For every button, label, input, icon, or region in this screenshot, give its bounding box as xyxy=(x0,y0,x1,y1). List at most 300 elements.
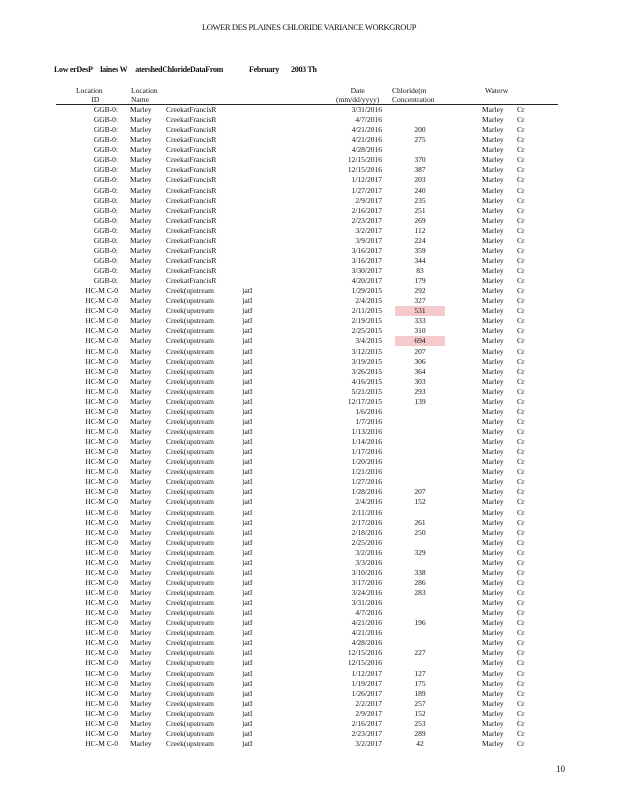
location-name-cell: CreekatFrancisR xyxy=(166,165,217,175)
location-name-cell: Marley xyxy=(130,296,152,306)
location-name-cell: CreekatFrancisR xyxy=(166,175,217,185)
location-id-cell: GGB-0: xyxy=(93,175,118,185)
table-row xyxy=(0,256,618,266)
location-name-cell: Creek(upstream xyxy=(166,668,214,678)
location-name-cell: )atI xyxy=(242,497,253,507)
location-id-cell: HC-M C-0 xyxy=(85,366,118,376)
waterway-cell: Marley xyxy=(482,316,504,326)
location-name-cell: Marley xyxy=(130,577,152,587)
table-row xyxy=(0,165,618,175)
location-name-cell: CreekatFrancisR xyxy=(166,115,217,125)
location-name-cell: Marley xyxy=(130,517,152,527)
location-name-cell: )atI xyxy=(242,688,253,698)
location-name-cell: Marley xyxy=(130,608,152,618)
location-name-cell: Creek(upstream xyxy=(166,708,214,718)
location-name-cell: CreekatFrancisR xyxy=(166,155,217,165)
header-text: Date xyxy=(350,86,365,95)
waterway-cell: Marley xyxy=(482,718,504,728)
waterway-cell: Cr xyxy=(517,215,525,225)
location-name-cell: Creek(upstream xyxy=(166,366,214,376)
waterway-cell: Cr xyxy=(517,346,525,356)
location-name-cell: Marley xyxy=(130,125,152,135)
header-text: Location xyxy=(76,86,103,95)
table-row xyxy=(0,598,618,608)
location-name-cell: Marley xyxy=(130,628,152,638)
table-row xyxy=(0,417,618,427)
waterway-cell: Cr xyxy=(517,447,525,457)
subtitle-part: laines W xyxy=(100,65,128,74)
waterway-cell: Cr xyxy=(517,567,525,577)
location-name-cell: )atI xyxy=(242,386,253,396)
table-row xyxy=(0,407,618,417)
location-name-cell: Creek(upstream xyxy=(166,577,214,587)
waterway-cell: Cr xyxy=(517,718,525,728)
waterway-cell: Marley xyxy=(482,185,504,195)
date-cell: 1/29/2015 xyxy=(351,286,382,296)
location-name-cell: Marley xyxy=(130,326,152,336)
waterway-cell: Marley xyxy=(482,457,504,467)
header-text: (mm/dd/yyyy) xyxy=(336,95,380,104)
subtitle-part: Low erDesP xyxy=(54,65,93,74)
waterway-cell: Cr xyxy=(517,497,525,507)
date-cell: 2/17/2016 xyxy=(351,517,382,527)
location-name-cell: Marley xyxy=(130,728,152,738)
location-name-cell: CreekatFrancisR xyxy=(166,135,217,145)
location-name-cell: Creek(upstream xyxy=(166,718,214,728)
location-id-cell: HC-M C-0 xyxy=(85,437,118,447)
location-name-cell: Marley xyxy=(130,155,152,165)
date-cell: 4/21/2016 xyxy=(351,618,382,628)
location-id-cell: HC-M C-0 xyxy=(85,356,118,366)
date-cell: 1/14/2016 xyxy=(351,437,382,447)
location-id-cell: HC-M C-0 xyxy=(85,336,118,346)
location-id-cell: GGB-0: xyxy=(93,185,118,195)
date-cell: 2/11/2015 xyxy=(351,306,382,316)
waterway-cell: Marley xyxy=(482,145,504,155)
location-id-cell: HC-M C-0 xyxy=(85,638,118,648)
table-row xyxy=(0,367,618,377)
location-name-cell: Marley xyxy=(130,648,152,658)
waterway-cell: Cr xyxy=(517,326,525,336)
waterway-cell: Cr xyxy=(517,105,525,114)
location-name-cell: Marley xyxy=(130,366,152,376)
date-cell: 1/13/2016 xyxy=(351,427,382,436)
table-row xyxy=(0,608,618,618)
chloride-cell: 200 xyxy=(414,125,426,135)
waterway-cell: Marley xyxy=(482,406,504,416)
location-name-cell: CreekatFrancisR xyxy=(166,266,217,275)
chloride-cell: 240 xyxy=(414,185,426,195)
waterway-cell: Marley xyxy=(482,678,504,688)
location-name-cell: CreekatFrancisR xyxy=(166,145,217,155)
waterway-cell: Cr xyxy=(517,648,525,658)
waterway-cell: Marley xyxy=(482,255,504,265)
location-name-cell: Marley xyxy=(130,356,152,366)
waterway-cell: Cr xyxy=(517,537,525,547)
date-cell: 1/12/2017 xyxy=(351,175,382,185)
location-name-cell: )atI xyxy=(242,457,253,467)
date-cell: 12/17/2015 xyxy=(347,396,382,406)
location-name-cell: Creek(upstream xyxy=(166,437,214,447)
table-row xyxy=(0,347,618,357)
waterway-cell: Cr xyxy=(517,708,525,718)
waterway-cell: Cr xyxy=(517,266,525,275)
table-row xyxy=(0,155,618,165)
location-name-cell: )atI xyxy=(242,588,253,597)
location-name-cell: Creek(upstream xyxy=(166,467,214,477)
date-cell: 3/3/2016 xyxy=(355,557,382,567)
table-row xyxy=(0,739,618,749)
location-name-cell: Creek(upstream xyxy=(166,698,214,708)
chloride-cell: 42 xyxy=(416,738,424,748)
waterway-cell: Marley xyxy=(482,386,504,396)
waterway-cell: Cr xyxy=(517,527,525,537)
location-id-cell: GGB-0: xyxy=(93,105,118,114)
waterway-cell: Cr xyxy=(517,195,525,205)
chloride-cell: 127 xyxy=(414,668,426,678)
waterway-cell: Marley xyxy=(482,195,504,205)
table-row xyxy=(0,618,618,628)
waterway-cell: Marley xyxy=(482,577,504,587)
location-id-cell: GGB-0: xyxy=(93,195,118,205)
location-id-cell: HC-M C-0 xyxy=(85,708,118,718)
location-name-cell: Creek(upstream xyxy=(166,296,214,306)
location-name-cell: )atI xyxy=(242,346,253,356)
location-name-cell: Marley xyxy=(130,105,152,114)
table-row xyxy=(0,125,618,135)
date-cell: 1/17/2016 xyxy=(351,447,382,457)
date-cell: 2/25/2016 xyxy=(351,537,382,547)
location-id-cell: HC-M C-0 xyxy=(85,698,118,708)
waterway-cell: Cr xyxy=(517,165,525,175)
chloride-cell: 329 xyxy=(414,547,426,557)
waterway-cell: Cr xyxy=(517,245,525,255)
location-name-cell: )atI xyxy=(242,396,253,406)
waterway-cell: Marley xyxy=(482,547,504,557)
date-cell: 3/24/2016 xyxy=(351,588,382,597)
waterway-cell: Cr xyxy=(517,125,525,135)
location-name-cell: Marley xyxy=(130,245,152,255)
location-name-cell: )atI xyxy=(242,557,253,567)
location-name-cell: Creek(upstream xyxy=(166,386,214,396)
location-name-cell: CreekatFrancisR xyxy=(166,245,217,255)
waterway-cell: Cr xyxy=(517,698,525,708)
location-name-cell: Creek(upstream xyxy=(166,406,214,416)
location-id-cell: HC-M C-0 xyxy=(85,618,118,628)
location-id-cell: GGB-0: xyxy=(93,245,118,255)
chloride-cell: 261 xyxy=(414,517,426,527)
location-name-cell: Creek(upstream xyxy=(166,567,214,577)
table-row xyxy=(0,276,618,286)
location-name-cell: )atI xyxy=(242,678,253,688)
chloride-cell: 292 xyxy=(414,286,426,296)
location-id-cell: HC-M C-0 xyxy=(85,457,118,467)
location-name-cell: Marley xyxy=(130,447,152,457)
location-id-cell: HC-M C-0 xyxy=(85,577,118,587)
waterway-cell: Marley xyxy=(482,356,504,366)
location-name-cell: Marley xyxy=(130,598,152,608)
header-text: Waterw xyxy=(485,86,509,95)
date-cell: 2/4/2015 xyxy=(355,296,382,306)
location-name-cell: Creek(upstream xyxy=(166,557,214,567)
location-name-cell: Marley xyxy=(130,688,152,698)
table-row xyxy=(0,246,618,256)
location-name-cell: Creek(upstream xyxy=(166,678,214,688)
location-id-cell: HC-M C-0 xyxy=(85,386,118,396)
header-date xyxy=(336,86,379,104)
location-name-cell: Marley xyxy=(130,507,152,517)
location-id-cell: HC-M C-0 xyxy=(85,517,118,527)
chloride-cell: 257 xyxy=(414,698,426,708)
location-name-cell: Marley xyxy=(130,668,152,678)
date-cell: 3/10/2016 xyxy=(351,567,382,577)
location-name-cell: )atI xyxy=(242,437,253,447)
location-name-cell: Marley xyxy=(130,658,152,668)
waterway-cell: Marley xyxy=(482,668,504,678)
location-name-cell: )atI xyxy=(242,507,253,517)
location-name-cell: )atI xyxy=(242,316,253,326)
date-cell: 2/16/2017 xyxy=(351,718,382,728)
table-row xyxy=(0,568,618,578)
location-name-cell: Creek(upstream xyxy=(166,688,214,698)
waterway-cell: Marley xyxy=(482,628,504,638)
location-id-cell: GGB-0: xyxy=(93,255,118,265)
header-location-name xyxy=(131,86,158,104)
waterway-cell: Marley xyxy=(482,588,504,597)
date-cell: 1/19/2017 xyxy=(351,678,382,688)
waterway-cell: Cr xyxy=(517,517,525,527)
location-name-cell: CreekatFrancisR xyxy=(166,205,217,215)
location-name-cell: Marley xyxy=(130,567,152,577)
location-name-cell: Marley xyxy=(130,255,152,265)
subtitle-part: 2003 Th xyxy=(291,65,317,74)
waterway-cell: Cr xyxy=(517,155,525,165)
date-cell: 1/6/2016 xyxy=(355,406,382,416)
waterway-cell: Marley xyxy=(482,598,504,608)
table-row xyxy=(0,206,618,216)
location-name-cell: Marley xyxy=(130,316,152,326)
date-cell: 4/28/2016 xyxy=(351,145,382,155)
header-text: Concentration xyxy=(392,95,435,104)
date-cell: 4/21/2016 xyxy=(351,125,382,135)
location-id-cell: HC-M C-0 xyxy=(85,406,118,416)
table-row xyxy=(0,528,618,538)
date-cell: 1/27/2017 xyxy=(351,185,382,195)
location-id-cell: GGB-0: xyxy=(93,205,118,215)
location-id-cell: HC-M C-0 xyxy=(85,326,118,336)
location-name-cell: )atI xyxy=(242,366,253,376)
location-name-cell: )atI xyxy=(242,547,253,557)
waterway-cell: Marley xyxy=(482,336,504,346)
location-name-cell: Creek(upstream xyxy=(166,628,214,638)
location-name-cell: )atI xyxy=(242,628,253,638)
date-cell: 2/2/2017 xyxy=(355,698,382,708)
table-row xyxy=(0,487,618,497)
location-name-cell: Marley xyxy=(130,135,152,145)
date-cell: 4/7/2016 xyxy=(355,115,382,125)
date-cell: 5/21/2015 xyxy=(351,386,382,396)
location-name-cell: Creek(upstream xyxy=(166,427,214,436)
chloride-cell: 253 xyxy=(414,718,426,728)
header-location-id xyxy=(76,86,103,104)
date-cell: 3/2/2017 xyxy=(355,738,382,748)
location-id-cell: GGB-0: xyxy=(93,155,118,165)
location-name-cell: )atI xyxy=(242,527,253,537)
date-cell: 1/28/2016 xyxy=(351,487,382,497)
waterway-cell: Cr xyxy=(517,135,525,145)
chloride-cell: 175 xyxy=(414,678,426,688)
table-row xyxy=(0,447,618,457)
date-cell: 2/19/2015 xyxy=(351,316,382,326)
location-name-cell: Marley xyxy=(130,346,152,356)
date-cell: 1/27/2016 xyxy=(351,477,382,487)
waterway-cell: Cr xyxy=(517,175,525,185)
chloride-cell: 306 xyxy=(414,356,426,366)
location-id-cell: GGB-0: xyxy=(93,215,118,225)
waterway-cell: Marley xyxy=(482,245,504,255)
chloride-cell: 359 xyxy=(414,245,426,255)
table-row xyxy=(0,336,618,346)
chloride-cell: 370 xyxy=(414,155,426,165)
chloride-cell: 139 xyxy=(414,396,426,406)
chloride-cell: 207 xyxy=(414,346,426,356)
location-id-cell: HC-M C-0 xyxy=(85,306,118,316)
location-name-cell: Creek(upstream xyxy=(166,497,214,507)
date-cell: 4/16/2015 xyxy=(351,376,382,386)
waterway-cell: Cr xyxy=(517,487,525,497)
table-row xyxy=(0,538,618,548)
waterway-cell: Cr xyxy=(517,336,525,346)
chloride-cell: 289 xyxy=(414,728,426,738)
waterway-cell: Cr xyxy=(517,577,525,587)
table-row xyxy=(0,216,618,226)
location-name-cell: Creek(upstream xyxy=(166,376,214,386)
location-id-cell: HC-M C-0 xyxy=(85,316,118,326)
location-name-cell: Marley xyxy=(130,497,152,507)
location-name-cell: Marley xyxy=(130,618,152,628)
chloride-cell: 152 xyxy=(414,497,426,507)
table-row xyxy=(0,508,618,518)
location-name-cell: Marley xyxy=(130,718,152,728)
waterway-cell: Marley xyxy=(482,447,504,457)
location-id-cell: HC-M C-0 xyxy=(85,477,118,487)
chloride-cell: 338 xyxy=(414,567,426,577)
waterway-cell: Cr xyxy=(517,427,525,436)
table-row xyxy=(0,689,618,699)
table-row xyxy=(0,135,618,145)
location-name-cell: Creek(upstream xyxy=(166,477,214,487)
location-id-cell: GGB-0: xyxy=(93,276,118,286)
location-name-cell: )atI xyxy=(242,427,253,436)
waterway-cell: Cr xyxy=(517,658,525,668)
date-cell: 1/12/2017 xyxy=(351,668,382,678)
location-name-cell: Creek(upstream xyxy=(166,447,214,457)
location-id-cell: HC-M C-0 xyxy=(85,688,118,698)
location-name-cell: CreekatFrancisR xyxy=(166,125,217,135)
header-text: Location xyxy=(131,86,158,95)
waterway-cell: Cr xyxy=(517,115,525,125)
table-row xyxy=(0,236,618,246)
waterway-cell: Marley xyxy=(482,437,504,447)
location-name-cell: Creek(upstream xyxy=(166,728,214,738)
location-name-cell: )atI xyxy=(242,728,253,738)
location-name-cell: )atI xyxy=(242,517,253,527)
location-name-cell: CreekatFrancisR xyxy=(166,235,217,245)
waterway-cell: Marley xyxy=(482,115,504,125)
location-name-cell: Creek(upstream xyxy=(166,306,214,316)
location-name-cell: Creek(upstream xyxy=(166,286,214,296)
waterway-cell: Marley xyxy=(482,266,504,275)
table-row xyxy=(0,699,618,709)
waterway-cell: Cr xyxy=(517,728,525,738)
location-name-cell: Creek(upstream xyxy=(166,326,214,336)
waterway-cell: Marley xyxy=(482,416,504,426)
location-name-cell: Creek(upstream xyxy=(166,738,214,748)
chloride-cell: 387 xyxy=(414,165,426,175)
chloride-cell: 227 xyxy=(414,648,426,658)
date-cell: 2/11/2016 xyxy=(351,507,382,517)
chloride-cell: 152 xyxy=(414,708,426,718)
date-cell: 2/18/2016 xyxy=(351,527,382,537)
location-name-cell: Marley xyxy=(130,437,152,447)
location-name-cell: Creek(upstream xyxy=(166,648,214,658)
date-cell: 12/15/2016 xyxy=(347,658,382,668)
location-name-cell: Creek(upstream xyxy=(166,658,214,668)
chloride-cell: 531 xyxy=(395,306,445,316)
location-name-cell: Marley xyxy=(130,457,152,467)
location-name-cell: Marley xyxy=(130,698,152,708)
date-cell: 3/19/2015 xyxy=(351,356,382,366)
chloride-cell: 327 xyxy=(414,296,426,306)
location-id-cell: HC-M C-0 xyxy=(85,547,118,557)
location-name-cell: )atI xyxy=(242,286,253,296)
waterway-cell: Marley xyxy=(482,658,504,668)
waterway-cell: Marley xyxy=(482,306,504,316)
waterway-cell: Marley xyxy=(482,376,504,386)
waterway-cell: Cr xyxy=(517,628,525,638)
date-cell: 2/16/2017 xyxy=(351,205,382,215)
date-cell: 3/2/2016 xyxy=(355,547,382,557)
location-name-cell: CreekatFrancisR xyxy=(166,195,217,205)
location-name-cell: Marley xyxy=(130,406,152,416)
table-row xyxy=(0,638,618,648)
waterway-cell: Marley xyxy=(482,235,504,245)
location-name-cell: Marley xyxy=(130,537,152,547)
location-name-cell: )atI xyxy=(242,336,253,346)
chloride-cell: 251 xyxy=(414,205,426,215)
table-row xyxy=(0,286,618,296)
table-row xyxy=(0,296,618,306)
date-cell: 1/7/2016 xyxy=(355,416,382,426)
waterway-cell: Marley xyxy=(482,708,504,718)
location-id-cell: HC-M C-0 xyxy=(85,567,118,577)
table-row xyxy=(0,186,618,196)
waterway-cell: Marley xyxy=(482,497,504,507)
waterway-cell: Marley xyxy=(482,326,504,336)
table-row xyxy=(0,467,618,477)
location-name-cell: Marley xyxy=(130,527,152,537)
chloride-cell: 224 xyxy=(414,235,426,245)
location-name-cell: )atI xyxy=(242,296,253,306)
table-row xyxy=(0,437,618,447)
table-row xyxy=(0,497,618,507)
date-cell: 2/25/2015 xyxy=(351,326,382,336)
location-name-cell: )atI xyxy=(242,618,253,628)
table-row xyxy=(0,709,618,719)
location-name-cell: Marley xyxy=(130,185,152,195)
date-cell: 2/4/2016 xyxy=(355,497,382,507)
waterway-cell: Marley xyxy=(482,125,504,135)
